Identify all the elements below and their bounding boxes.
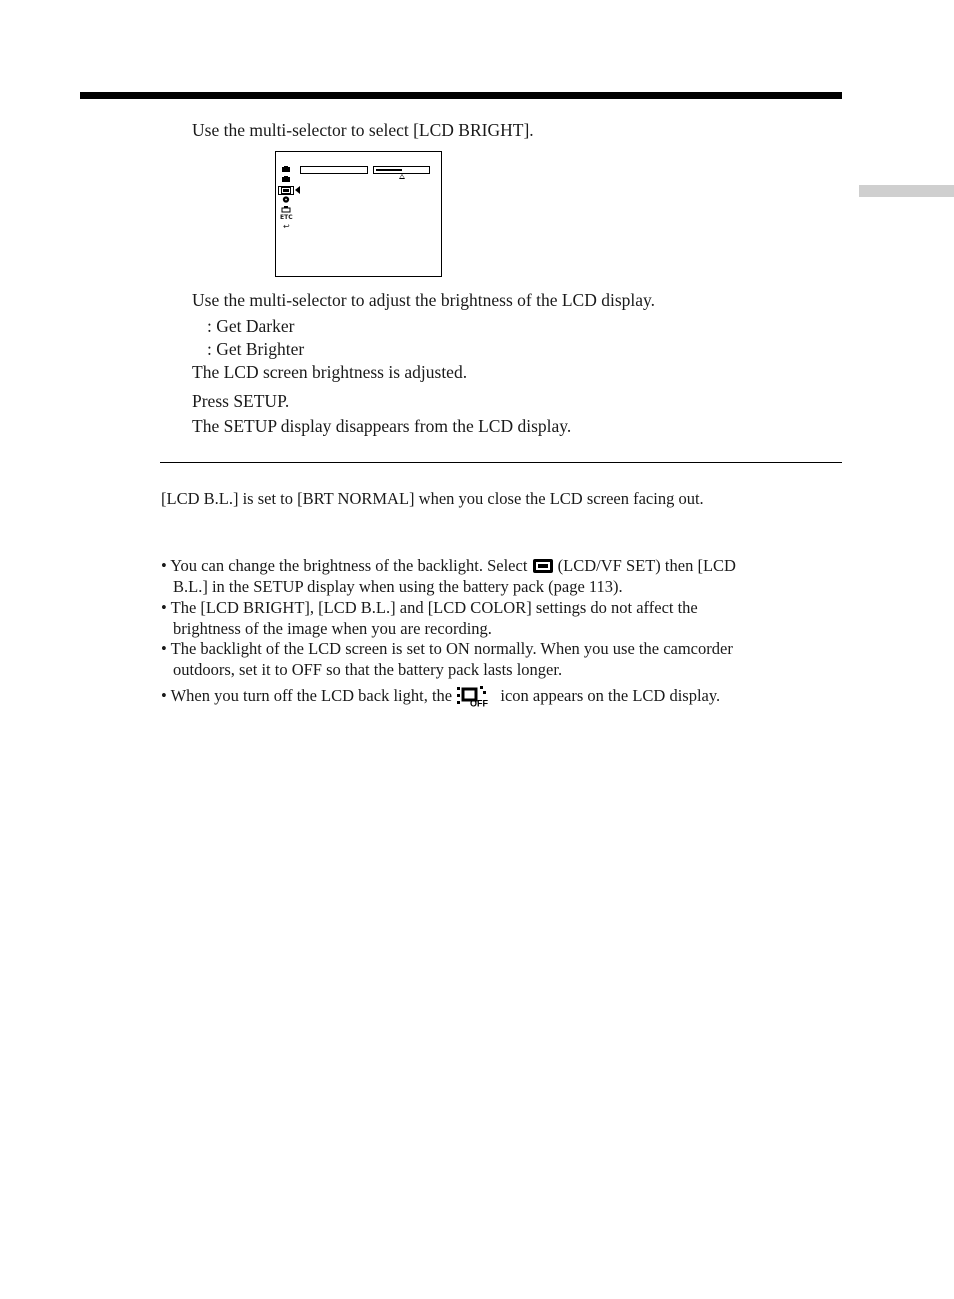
- etc-label: ETC: [280, 214, 293, 221]
- bullet-dot: •: [161, 639, 167, 658]
- get-brighter-label: : Get Brighter: [207, 339, 305, 359]
- return-icon: ↩: [283, 222, 290, 231]
- menu-item-field: [300, 166, 368, 174]
- bullet-text-continued: brightness of the image when you are recording.: [173, 619, 492, 638]
- step-3-note: The SETUP display disappears from the LCD display.: [192, 416, 572, 436]
- adjusted-note: The LCD screen brightness is adjusted.: [192, 362, 468, 382]
- bullet-text: The backlight of the LCD screen is set to ON normally. When you use the camcorder: [170, 639, 733, 658]
- brightness-bar-fill: [376, 169, 402, 171]
- bullet-dot: •: [161, 556, 167, 575]
- print-icon: [281, 206, 291, 213]
- brightness-bar: [373, 166, 430, 174]
- lcd-vf-set-icon: [281, 187, 291, 194]
- section-divider: [160, 462, 842, 463]
- get-darker-label: : Get Darker: [207, 316, 295, 336]
- bullet-text: icon appears on the LCD display.: [500, 686, 721, 705]
- bullet-text: You can change the brightness of the backlight. Select: [170, 556, 528, 575]
- step-3-text: Press SETUP.: [192, 391, 290, 411]
- disc-icon: [281, 196, 291, 203]
- bullet-item: [161, 597, 698, 618]
- selection-arrow-icon: [295, 186, 300, 194]
- camera-icon: [281, 166, 291, 173]
- bullet-item: [161, 555, 736, 576]
- lcd-setup-screen: [275, 151, 442, 277]
- lcd-vf-set-icon: [532, 558, 554, 574]
- bullet-text: When you turn off the LCD back light, the: [170, 686, 453, 705]
- step-1-text: Use the multi-selector to select [LCD BRIGHT].: [192, 120, 534, 140]
- section-tab: [859, 185, 954, 197]
- note-text: [LCD B.L.] is set to [BRT NORMAL] when you close the LCD screen facing out.: [161, 489, 704, 508]
- bullet-item: [161, 638, 733, 659]
- bullet-dot: •: [161, 598, 167, 617]
- header-rule: [80, 92, 842, 99]
- brightness-marker-icon: [399, 174, 405, 179]
- bullet-text-continued: outdoors, set it to OFF so that the battery pack lasts longer.: [173, 660, 563, 679]
- lcd-backlight-off-icon: [456, 685, 496, 707]
- bullet-item: [161, 685, 720, 707]
- bullet-dot: •: [161, 686, 167, 705]
- bullet-text: The [LCD BRIGHT], [LCD B.L.] and [LCD COLOR] settings do not affect the: [170, 598, 698, 617]
- bullet-text: (LCD/VF SET) then [LCD: [557, 556, 736, 575]
- svg-text:OFF: OFF: [470, 698, 489, 707]
- camera-icon: [281, 176, 291, 183]
- step-2-text: Use the multi-selector to adjust the brightness of the LCD display.: [192, 290, 656, 310]
- bullet-text-continued: B.L.] in the SETUP display when using the battery pack (page 113).: [173, 577, 623, 596]
